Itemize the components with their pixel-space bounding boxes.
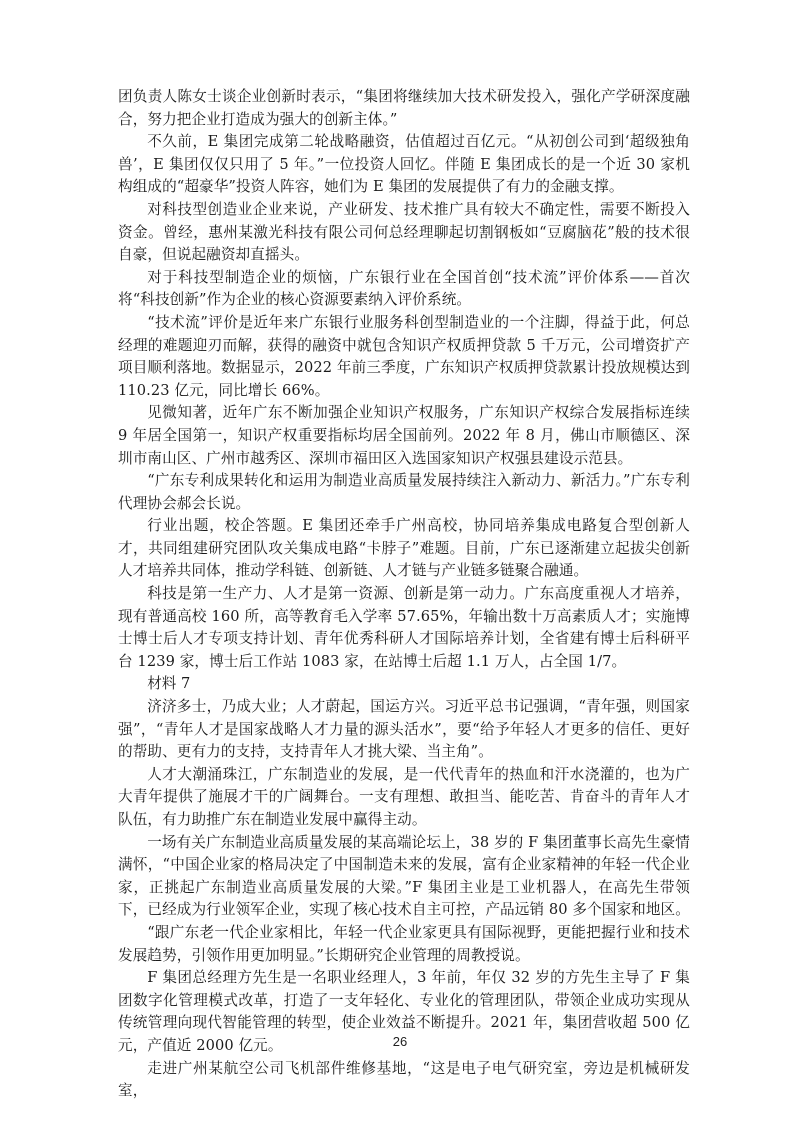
paragraph: 走进广州某航空公司飞机部件维修基地，“这是电子电气研究室，旁边是机械研发室， <box>118 1059 690 1100</box>
document-body <box>118 86 690 1103</box>
paragraph: 科技是第一生产力、人才是第一资源、创新是第一动力。广东高度重视人才培养，现有普通高校 160 所，高等教育毛入学率 57.65%，年输出数十万高素质人才；实施博士博士后人才专项支持计划、青年优秀科研人才国际培养计划，全省建有博士后科研平台 1239 家，博士后工作站 1083 家，在站博士后超 1.1 万人，占全国 1/7。 <box>118 585 690 670</box>
paragraph: 济济多士，乃成大业；人才蔚起，国运方兴。习近平总书记强调，“青年强，则国家强”，“青年人才是国家战略人才力量的源头活水”，要“给予年轻人才更多的信任、更好的帮助、更有力的支持，支持青年人才挑大梁、当主角”。 <box>118 698 690 761</box>
paragraph: 对科技型创造业企业来说，产业研发、技术推广具有较大不确定性，需要不断投入资金。曾经，惠州某激光科技有限公司何总经理聊起切割钢板如“豆腐脑花”般的技术很自豪，但说起融资却直摇头。 <box>118 200 690 264</box>
paragraph: 行业出题，校企答题。E 集团还牵手广州高校，协同培养集成电路复合型创新人才，共同组建研究团队攻关集成电路“卡脖子”难题。目前，广东已逐渐建立起拔尖创新人才培养共同体，推动学科链、创新链、人才链与产业链多链聚合融通。 <box>118 517 690 580</box>
page-number: 26 <box>392 1034 408 1049</box>
paragraph: 人才大潮涌珠江，广东制造业的发展，是一代代青年的热血和汗水浇灌的，也为广大青年提供了施展才干的广阔舞台。一支有理想、敢担当、能吃苦、肯奋斗的青年人才队伍，有力助推广东在制造业发展中赢得主动。 <box>118 765 690 828</box>
paragraph: 不久前，E 集团完成第二轮战略融资，估值超过百亿元。“从初创公司到‘超级独角兽’，E 集团仅仅只用了 5 年。”一位投资人回忆。伴随 E 集团成长的是一个近 30 家机构组成的“超豪华”投资人阵容，她们为 E 集团的发展提供了有力的金融支撑。 <box>118 133 690 196</box>
paragraph: “广东专利成果转化和运用为制造业高质量发展持续注入新动力、新活力。”广东专利代理协会郝会长说。 <box>118 472 690 512</box>
section-heading: 材料 7 <box>147 675 191 693</box>
paragraph: 一场有关广东制造业高质量发展的某高端论坛上，38 岁的 F 集团董事长高先生豪情满怀，“中国企业家的格局决定了中国制造未来的发展，富有企业家精神的年轻一代企业家，正挑起广东制造业高质量发展的大梁。”F 集团主业是工业机器人，在高先生带领下，已经成为行业领军企业，实现了核心技术自主可控，产品远销 80 多个国家和地区。 <box>118 833 690 919</box>
paragraph: “跟广东老一代企业家相比，年轻一代企业家更具有国际视野，更能把握行业和技术发展趋势，引领作用更加明显。”长期研究企业管理的周教授说。 <box>118 923 690 964</box>
paragraph: “技术流”评价是近年来广东银行业服务科创型制造业的一个注脚，得益于此，何总经理的难题迎刃而解，获得的融资中就包含知识产权质押贷款 5 千万元，公司增资扩产项目顺利落地。数据显示，2022 年前三季度，广东知识产权质押贷款累计投放规模达到 110.23 亿元，同比增长 66%。 <box>118 313 690 399</box>
paragraph: 见微知著，近年广东不断加强企业知识产权服务，广东知识产权综合发展指标连续 9 年居全国第一，知识产权重要指标均居全国前列。2022 年 8 月，佛山市顺德区、深圳市南山区、广州市越秀区、深圳市福田区入选国家知识产权强县建设示范县。 <box>118 404 690 467</box>
paragraph: 团负责人陈女士谈企业创新时表示，“集团将继续加大技术研发投入，强化产学研深度融合，努力把企业打造成为强大的创新主体。” <box>118 88 690 128</box>
paragraph: 对于科技型制造企业的烦恼，广东银行业在全国首创“技术流”评价体系——首次将“科技创新”作为企业的核心资源要素纳入评价系统。 <box>118 268 690 309</box>
paragraph: F 集团总经理方先生是一名职业经理人，3 年前，年仅 32 岁的方先生主导了 F 集团数字化管理模式改革，打造了一支年轻化、专业化的管理团队，带领企业成功实现从传统管理向现代智能管理的转型，使企业效益不断提升。2021 年，集团营收超 500 亿元，产值近 2000 亿元。 <box>118 969 690 1054</box>
